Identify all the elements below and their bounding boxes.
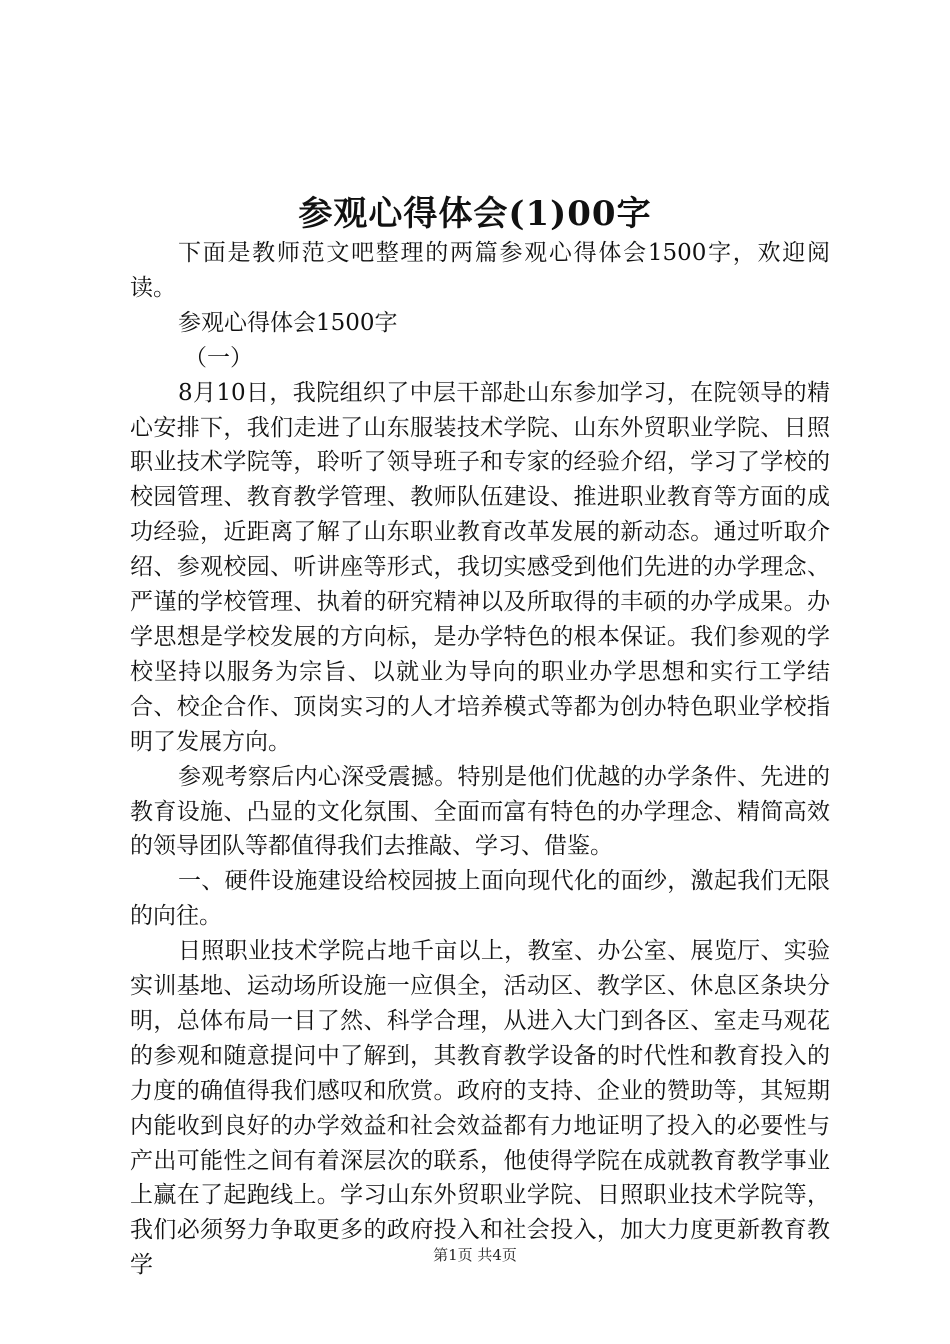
document-title: 参观心得体会(1)00字 [298,194,652,234]
document-body [130,236,830,1283]
body-paragraph: 日照职业技术学院占地千亩以上，教室、办公室、展览厅、实验实训基地、运动场所设施一应俱全，活动区、教学区、休息区条块分明，总体布局一目了然、科学合理，从进入大门到各区、室走马观花的参观和随意提问中了解到，其教育教学设备的时代性和教育投入的力度的确值得我们感叹和欣赏。政府的支持、企业的赞助等，其短期内能收到良好的办学效益和社会效益都有力地证明了投入的必要性与产出可能性之间有着深层次的联系，他使得学院在成就教育教学事业上赢在了起跑线上。学习山东外贸职业学院、日照职业技术学院等，我们必须努力争取更多的政府投入和社会投入，加大力度更新教育教学 [130,938,830,1279]
intro-paragraph: 下面是教师范文吧整理的两篇参观心得体会1500字，欢迎阅读。 [130,240,830,301]
body-paragraph: 8月10日，我院组织了中层干部赴山东参加学习，在院领导的精心安排下，我们走进了山东服装技术学院、山东外贸职业学院、日照职业技术学院等，聆听了领导班子和专家的经验介绍，学习了学校的校园管理、教育教学管理、教师队伍建设、推进职业教育等方面的成功经验，近距离了解了山东职业教育改革发展的新动态。通过听取介绍、参观校园、听讲座等形式，我切实感受到他们先进的办学理念、严谨的学校管理、执着的研究精神以及所取得的丰硕的办学成果。办学思想是学校发展的方向标，是办学特色的根本保证。我们参观的学校坚持以服务为宗旨、以就业为导向的职业办学思想和实行工学结合、校企合作、顶岗实习的人才培养模式等都为创办特色职业学校指明了发展方向。 [130,379,830,755]
body-paragraph: 参观考察后内心深受震撼。特别是他们优越的办学条件、先进的教育设施、凸显的文化氛围、全面而富有特色的办学理念、精简高效的领导团队等都值得我们去推敲、学习、借鉴。 [130,763,830,860]
page-footer: 第1页 共4页 [433,1246,517,1264]
part-number: （一） [184,344,253,371]
section-heading: 参观心得体会1500字 [178,309,398,336]
body-paragraph: 一、硬件设施建设给校园披上面向现代化的面纱，激起我们无限的向往。 [130,868,830,930]
